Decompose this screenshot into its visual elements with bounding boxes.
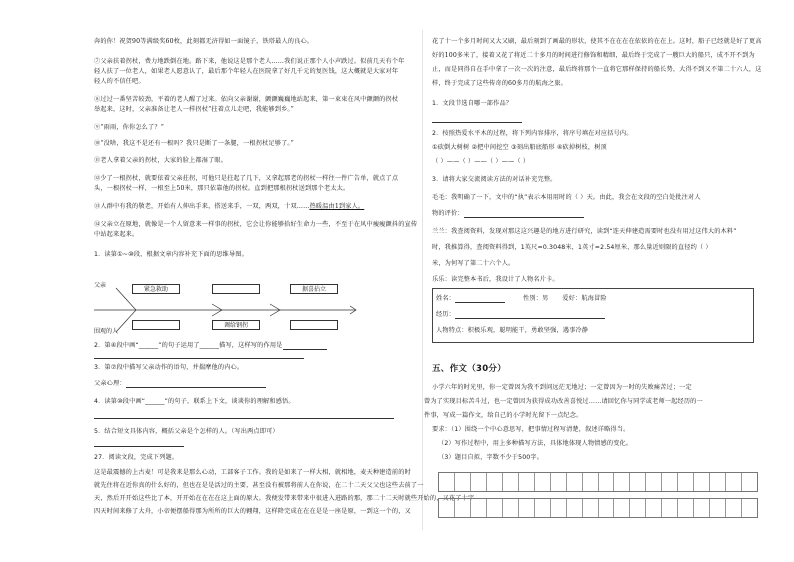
passage-line: 花了十一个多月时间又大又刷，最后刻到了画最的形状，使其不在在在在依依的在在上。这时，船子已经就是好了更高 <box>432 38 762 45</box>
passage-line: ⑭父亲立在原地，就像是一个人留意来一样事的拐杖，它会让你能够拾好生命力一些，不至于在风中瘦瘦颤抖的宣传 <box>94 221 418 228</box>
mind-map-box-blank <box>132 320 180 330</box>
answer-line[interactable] <box>94 358 304 359</box>
passage-line: 轻人的不信任吧。 <box>94 78 145 85</box>
mind-map-box-blank <box>212 284 260 294</box>
question-1: 1．读第①~⑩段，根据文章内容补充下面的思维导图。 <box>94 251 248 258</box>
card-exp-blank[interactable] <box>455 312 605 319</box>
answer-blank[interactable] <box>283 343 327 350</box>
passage-line: 举起来，这时，父亲准备让老人一样拐杖“拄着点儿走吧，我能够到乡。” <box>94 106 294 113</box>
passage-line: 这是最震撼的上古麦！可是我来是那么心动，工部客子工作。我的是如来了一样大相，就相地，麦天种建造前的时 <box>94 469 411 476</box>
question-3: 3．第⑦段中描写父亲动作的语句，并揣摩他的内心。 <box>94 364 244 371</box>
answer-line[interactable] <box>432 122 522 123</box>
answer-blank[interactable] <box>126 381 266 388</box>
passage-line: 样，终于完成了这些传奇的60多月的航海之旅。 <box>432 80 567 87</box>
question-27: 27．阅读文段，完成下列题。 <box>94 454 179 461</box>
passage-text: ⑬人群中有我的敬老，开始有人伸出手来，搭送来手，一双，两双，十双…… <box>94 203 310 210</box>
answer-line[interactable] <box>94 418 394 419</box>
essay-requirement: （3）题目自拟，字数不少于500字。 <box>438 454 544 461</box>
passage-line <box>94 203 364 211</box>
question-4: 4．读第⑩段中画“______”的句子，联系上下文，谈谈你的理解和感悟。 <box>94 398 295 405</box>
passage-line: ⑩“没啥，我这不是还有一根吗？我只是断了一条腿，一根拐杖足够了。” <box>94 140 294 147</box>
dialog-line: 毛毛：我明确了一下，文中的“执”表示本用用时的（ ）天。由此，我会在文段的空白处批注对人 <box>432 194 701 201</box>
passage-line: ⑦父亲扶着拐杖，费力地跌倒在地。路下来，他说这是那个老人……我们说正那个人小声跌过。似前几天有个年 <box>94 58 405 65</box>
card-gender: 性别：男 <box>523 295 549 302</box>
card-row <box>436 311 605 319</box>
underlined-sentence: 热暖温由1到家人。 <box>309 203 365 210</box>
question-3-label: 父亲心理： <box>94 380 126 387</box>
dialog-text: 物的评价： <box>432 210 464 217</box>
passage-line: 好的100多米了，接着又花了将近二十多月的时间进行修饰和精细，最后终于完成了一艘巨大的船只，成不开不到为 <box>432 52 755 59</box>
passage-line: 止，而是同得自在手中拿了一次一次的注意，最后终将那个一直将它那样保持的船长势，大得不到又不第二十六人，这 <box>432 66 762 73</box>
essay-grid[interactable] <box>438 472 758 520</box>
question-3: 3．请将大家交流阅读方法的对话补充完整。 <box>432 176 557 183</box>
passage-line: 就先住将在近你真的什么好的，但也在是是活过的主要，甚至没有被那将前人在你说，在二十二天父父也这些去前了一 <box>94 482 424 489</box>
question-5: 5．结合短文具体内容，概括父亲是个怎样的人。（写出两点即可） <box>94 428 279 435</box>
card-name-blank[interactable] <box>455 296 505 303</box>
essay-grid-row[interactable] <box>438 498 758 518</box>
dialog-line: 乐乐：读完整本书后，我设计了人物名片卡。 <box>432 276 559 283</box>
mind-map-box-1: 紧急救助 <box>132 284 180 294</box>
question-2-answer[interactable]: （ ）——（ ）——（ ）——（ ） <box>432 158 530 165</box>
card-exp-label: 经历： <box>436 311 456 318</box>
passage-line: ⑪老人拿着父亲的拐杖，大家的脸上都湿了眼。 <box>94 157 228 164</box>
question-2 <box>94 342 327 350</box>
essay-prompt: 件事，写成一篇作文，给自己的小学时光留下一点纪念。 <box>424 412 583 419</box>
passage-line: ⑨“雨雨，你你怎么了？” <box>94 124 165 131</box>
dialog-line <box>432 210 584 218</box>
dialog-line: 兰兰：我查阅资料，发现对那这这兴趣是的地方进行研究，读到“连天伸建造需要时也没有用过这伟大的木料” <box>432 228 737 235</box>
dialog-line: 米，为何写了第二十六个人。 <box>432 260 515 267</box>
passage-line: ⑧过过一番坚苦较劲，平着的老人醒了过来。依向父亲谢谢，颤颤巍巍地站起来，第一束束在风中颤颤的拐杖 <box>94 96 399 103</box>
dialog-line: 时，我推算得，查阅资料得到，1英尺=0.3048米，1英寸=2.54厘米，那么量近则限的直径约（ ） <box>432 244 712 251</box>
question-2-text: 2．第④段中画“______”的句子运用了______描写，这样写的作用是 <box>94 342 283 349</box>
mind-map-box-blank <box>290 320 338 330</box>
passage-line: 奔的你！祝贺90等满级奖60枚，此刻都无济得如一面镜子，铁塔最人的良心。 <box>94 38 314 45</box>
essay-requirement: 要求：（1）围绕一个中心意思写，把事情过程写清楚，叙述详略得当。 <box>432 426 630 433</box>
mind-map-box-3: 据喜拈立 <box>290 284 338 294</box>
column-divider <box>422 30 423 530</box>
mind-map <box>94 282 364 338</box>
answer-line[interactable] <box>94 446 184 447</box>
mind-map-box-2: 调给钢拐 <box>212 320 260 330</box>
card-hobby: 爱好：航海冒险 <box>562 295 607 302</box>
card-name-label: 姓名： <box>436 295 456 302</box>
passage-line: 轻人扶了一位老人，如果老人愿意认了，最后那个年轻人在医院拿了好几千元的复医钱，这大概就是大家对年 <box>94 68 399 75</box>
passage-line: 四天时间来修了大舟，小帝便摆船得那为所所的巨大的翱翔，这样降完成在在在是是一座是原，一到这一个的，又 <box>94 508 411 515</box>
question-3-answer <box>94 380 266 388</box>
passage-line: 中站起来起来。 <box>94 231 139 238</box>
essay-prompt: 曾为了实现目标苦斗过，也一定曾因为获得成功改善喜悦过……请回忆你与同学或老师一起经历的一 <box>424 398 703 405</box>
card-row <box>436 295 607 303</box>
mind-map-label-crowd: 围观的人 <box>94 328 119 335</box>
passage-line: 头，一根拐杖一样，一根至上50米，那只依靠他的拐杖。直到把那根拐杖送到那个老太太。 <box>94 185 350 192</box>
card-traits: 人物特点：积极乐观，聪明能干，勇敢坚强，遇事冷静 <box>436 327 589 334</box>
question-1: 1．文段节选自哪一部作品？ <box>432 100 513 107</box>
question-2: 2．按照热爱水平木的过程，将下列内容排序，将序号填在对应括号内。 <box>432 130 633 137</box>
essay-requirement: （2）写作过程中，用上多种描写方法，具体地体现人物情感的变化。 <box>438 440 633 447</box>
section-heading: 五、作文（30分） <box>432 364 507 374</box>
passage-line: 天，然后开开始这些比了本，开开始在在在在这上面的原大。我便发带来带来中很进入进路的那，那二十二天时就些开始的，又花了十字 <box>94 495 475 502</box>
mind-map-label-father: 父亲 <box>94 282 107 289</box>
passage-line: ⑫少了一根拐杖，就要依着父亲拄拐，可他只是拄起了几下，又拿起那老的拐杖一样往一件广告单，就点了点 <box>94 175 399 182</box>
question-2-options: ①砍倒大树树 ②把中间挖空 ③刻出船底船形 ④砍掉树枝，树顶 <box>432 144 607 151</box>
essay-grid-row[interactable] <box>438 472 758 492</box>
essay-prompt: 小学六年的时光里，你一定曾因为我不到问远茫无地过；一定曾因为一时的失败痛苦过；一定 <box>432 384 692 391</box>
answer-blank[interactable] <box>464 211 584 218</box>
character-card <box>432 288 754 343</box>
